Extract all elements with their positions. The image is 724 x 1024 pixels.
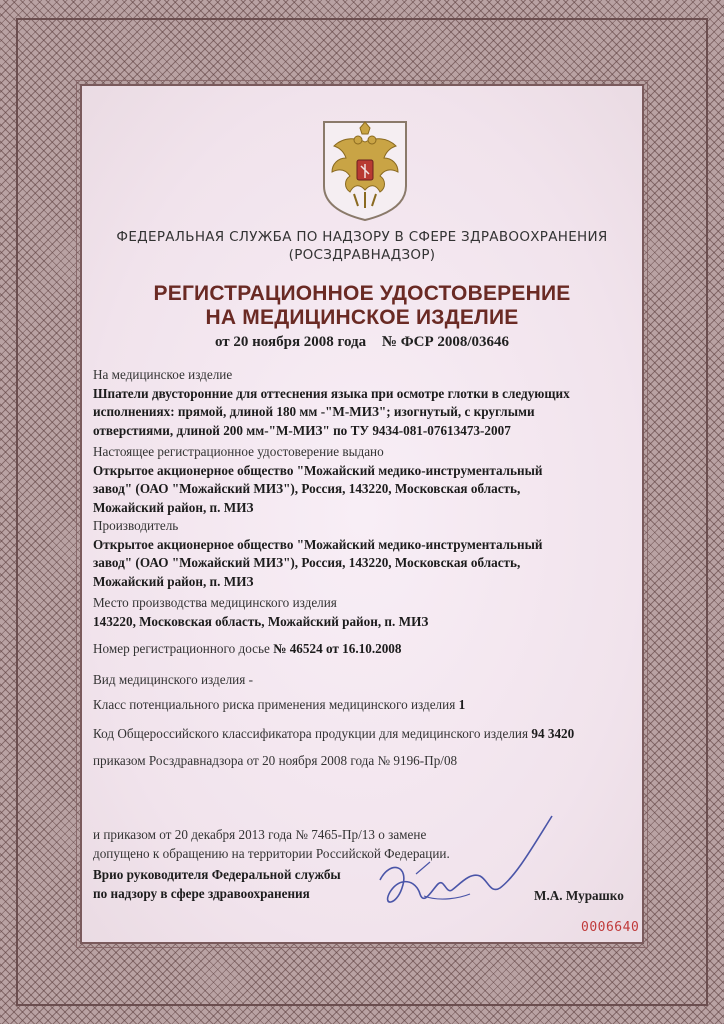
device-label: На медицинское изделие [93, 367, 233, 382]
serial-number: 0006640 [581, 920, 640, 935]
risk-class-value: 1 [458, 697, 466, 712]
title-line-2: НА МЕДИЦИНСКОЕ ИЗДЕЛИЕ [205, 306, 519, 329]
dossier-value: № 46524 от 16.10.2008 [273, 641, 402, 656]
agency-name [90, 228, 634, 264]
signature-icon [320, 810, 560, 920]
production-place-section [93, 594, 633, 631]
coat-of-arms-icon [318, 118, 412, 222]
device-value-1: Шпатели двусторонние для оттеснения языка при осмотре глотки в следующих [93, 385, 570, 401]
order-text: приказом Росздравнадзора от 20 ноября 2008 года № 9196-Пр/08 [93, 753, 458, 768]
device-value-2: исполнениях: прямой, длиной 180 мм -"М-МИЗ"; изогнутый, с круглыми [93, 404, 535, 419]
issued-to-value-1: Открытое акционерное общество "Можайский медико-инструментальный [93, 462, 543, 478]
production-place-value: 143220, Московская область, Можайский район, п. МИЗ [93, 613, 429, 629]
order-section [93, 752, 633, 771]
replacement-line-1: и приказом от 20 декабря 2013 года № 7465-Пр/13 о замене [93, 827, 427, 842]
issued-to-section [93, 443, 633, 517]
device-type-label: Вид медицинского изделия - [93, 672, 253, 687]
signatory-name: М.А. Мурашко [534, 888, 624, 903]
signatory-role-1: Врио руководителя Федеральной службы [93, 867, 341, 882]
okp-code-label: Код Общероссийского классификатора продукции для медицинского изделия [93, 726, 529, 741]
issued-to-value-2: завод" (ОАО "Можайский МИЗ"), Россия, 143220, Московская область, [93, 481, 521, 496]
issue-date: от 20 ноября 2008 года [214, 334, 367, 350]
title-line-1: РЕГИСТРАЦИОННОЕ УДОСТОВЕРЕНИЕ [153, 282, 571, 305]
date-and-number [90, 334, 634, 351]
okp-code-section [93, 725, 633, 744]
issued-to-value-3: Можайский район, п. МИЗ [93, 499, 254, 515]
device-type-section [93, 671, 633, 690]
signatory-role-2: по надзору в сфере здравоохранения [93, 885, 310, 901]
risk-class-label: Класс потенциального риска применения медицинского изделия [93, 697, 456, 712]
agency-line-2: (РОСЗДРАВНАДЗОР) [288, 247, 436, 263]
agency-line-1: ФЕДЕРАЛЬНАЯ СЛУЖБА ПО НАДЗОРУ В СФЕРЕ ЗДРАВООХРАНЕНИЯ [116, 229, 608, 245]
manufacturer-label: Производитель [93, 518, 179, 533]
dossier-section [93, 640, 633, 659]
manufacturer-value-2: завод" (ОАО "Можайский МИЗ"), Россия, 143220, Московская область, [93, 555, 521, 570]
issued-to-label: Настоящее регистрационное удостоверение выдано [93, 444, 384, 459]
risk-class-section [93, 696, 633, 715]
device-value-3: отверстиями, длиной 200 мм-"М-МИЗ" по ТУ 9434-081-07613473-2007 [93, 422, 511, 438]
manufacturer-value-3: Можайский район, п. МИЗ [93, 573, 254, 589]
dossier-label: Номер регистрационного досье [93, 641, 270, 656]
replacement-line-2: допущено к обращению на территории Российской Федерации. [93, 845, 450, 861]
certificate-number: № ФСР 2008/03646 [381, 334, 510, 350]
okp-code-value: 94 3420 [531, 726, 575, 741]
production-place-label: Место производства медицинского изделия [93, 595, 337, 610]
manufacturer-value-1: Открытое акционерное общество "Можайский медико-инструментальный [93, 536, 543, 552]
document-title [90, 282, 634, 330]
device-section [93, 366, 633, 440]
manufacturer-section [93, 517, 633, 591]
